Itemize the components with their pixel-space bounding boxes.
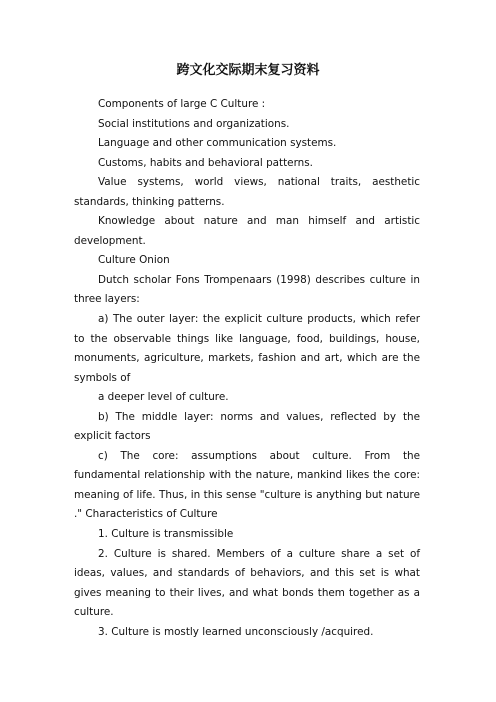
paragraph: Dutch scholar Fons Trompenaars (1998) describes culture in three layers: — [74, 273, 420, 306]
document-body — [74, 95, 420, 642]
paragraph: Customs, habits and behavioral patterns. — [98, 156, 313, 169]
paragraph: Language and other communication systems. — [98, 137, 337, 150]
paragraph: Culture Onion — [98, 254, 170, 267]
paragraph: b) The middle layer: norms and values, reflected by the explicit factors — [74, 410, 420, 443]
paragraph: Components of large C Culture : — [98, 98, 266, 110]
paragraph: Value systems, world views, national traits, aesthetic standards, thinking patterns. — [74, 176, 420, 208]
paragraph: Knowledge about nature and man himself and artistic development. — [74, 215, 420, 247]
paragraph: Social institutions and organizations. — [98, 117, 290, 130]
paragraph: 2. Culture is shared. Members of a culture share a set of ideas, values, and standards of behaviors, and this set is what gives meaning to their lives, and what bonds them together as a culture. — [74, 547, 420, 619]
paragraph: 3. Culture is mostly learned unconsciously /acquired. — [98, 625, 374, 638]
paragraph: a) The outer layer: the explicit culture products, which refer to the observable things like language, food, buildings, house, monuments, agriculture, markets, fashion and art, which are the symbols of — [74, 313, 420, 384]
paragraph: c) The core: assumptions about culture. From the fundamental relationship with the nature, mankind likes the core: meaning of life. Thus, in this sense "culture is anything but nature ." Characteristics of Culture — [74, 449, 420, 521]
paragraph: a deeper level of culture. — [98, 391, 229, 404]
document-title: 跨文化交际期末复习资料 — [176, 63, 320, 78]
paragraph: 1. Culture is transmissible — [98, 528, 234, 541]
